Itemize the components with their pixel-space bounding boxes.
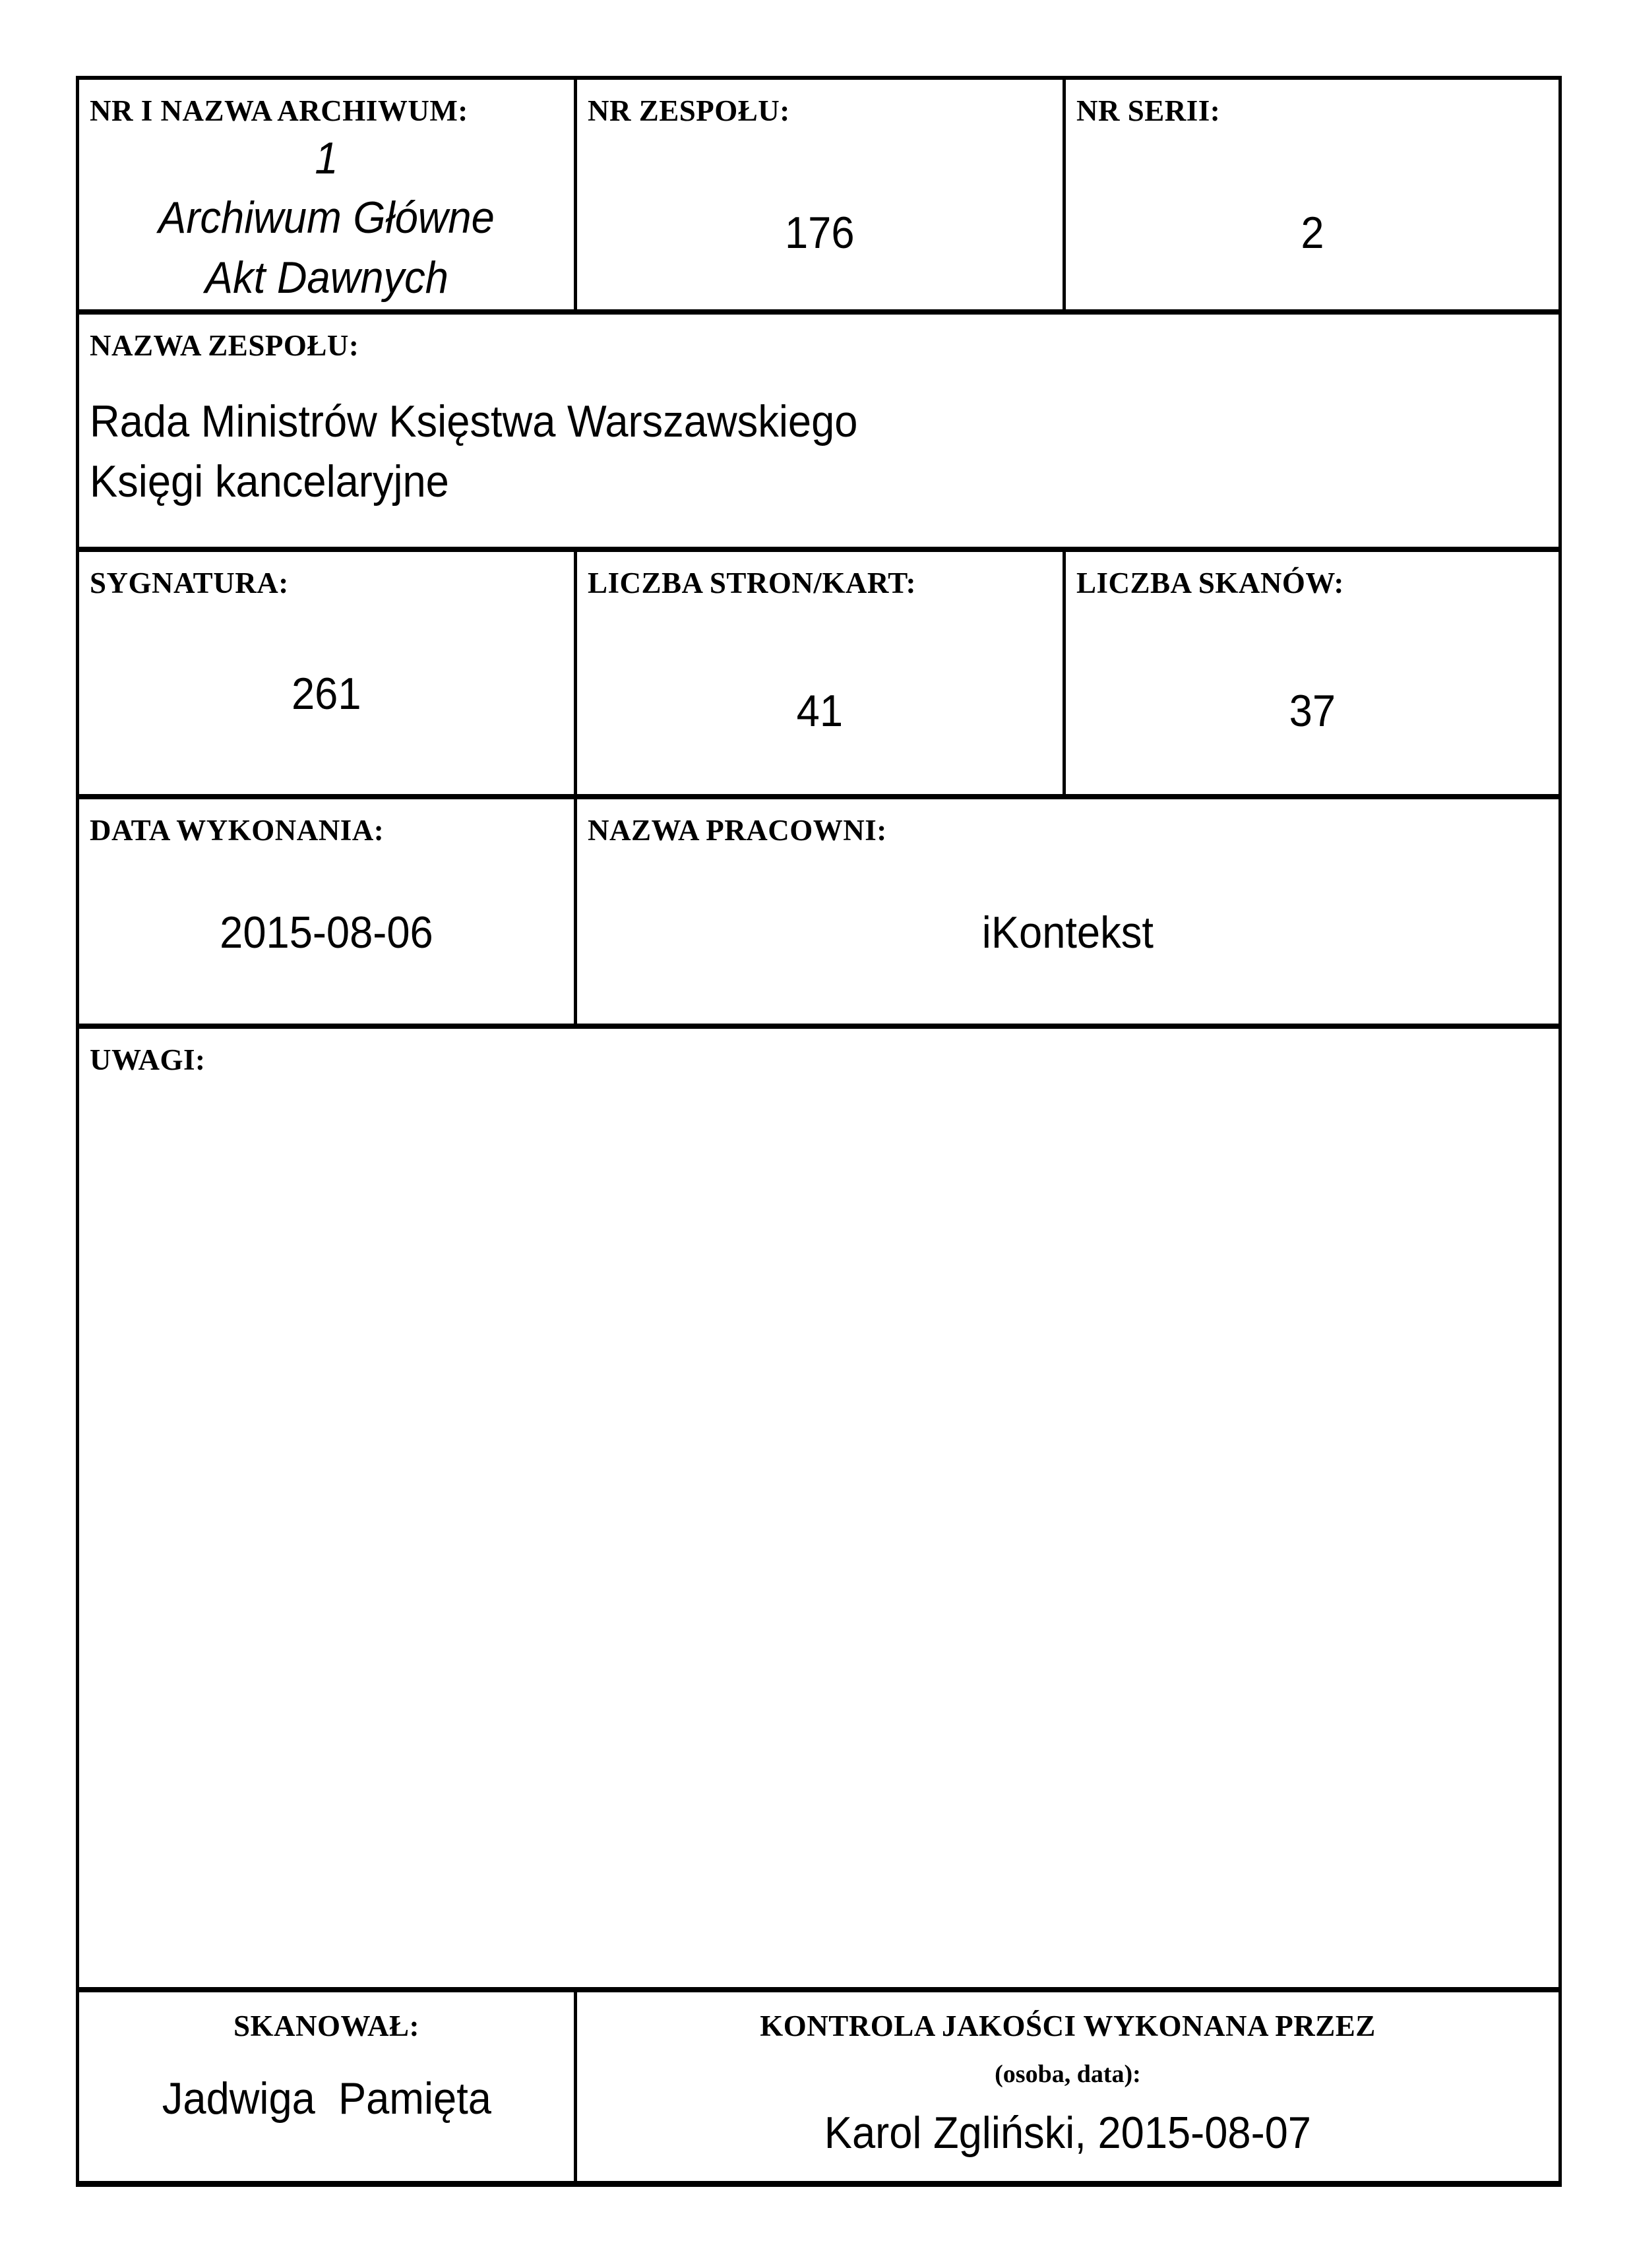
archive-values (90, 129, 563, 307)
row-signatures (79, 1987, 1558, 2181)
cell-liczba-skanow (1063, 552, 1558, 794)
sygnatura-label: SYGNATURA: (90, 567, 289, 599)
zespol-name-line2: Księgi kancelaryjne (90, 456, 449, 506)
skanowal-value: Jadwiga Pamięta (162, 2073, 491, 2124)
cell-zespol-nr (574, 80, 1063, 309)
cell-uwagi (79, 1029, 1558, 1987)
cell-kontrola-jakosci (574, 1992, 1558, 2181)
seria-nr-value: 2 (1300, 207, 1324, 258)
data-wykonania-label: DATA WYKONANIA: (90, 814, 385, 847)
cell-zespol-name (79, 315, 1558, 547)
uwagi-label: UWAGI: (90, 1043, 206, 1076)
row-archive-ids (79, 80, 1558, 309)
zespol-nr-label: NR ZESPOŁU: (588, 94, 790, 127)
cell-skanowal (79, 1992, 574, 2181)
archive-metadata-table (76, 76, 1562, 2187)
liczba-skanow-label: LICZBA SKANÓW: (1076, 567, 1344, 599)
zespol-name-line1: Rada Ministrów Księstwa Warszawskiego (90, 396, 858, 447)
sygnatura-value: 261 (292, 669, 361, 720)
archive-name-line1: Archiwum Główne (158, 193, 495, 243)
row-zespol-name (79, 309, 1558, 547)
kontrola-label-line1: KONTROLA JAKOŚCI WYKONANA PRZEZ (760, 2009, 1376, 2042)
liczba-stron-value: 41 (796, 686, 844, 737)
skanowal-label: SKANOWAŁ: (233, 2009, 420, 2042)
archive-name-line2: Akt Dawnych (204, 252, 448, 303)
row-execution (79, 794, 1558, 1024)
cell-seria-nr (1063, 80, 1558, 309)
archive-label: NR I NAZWA ARCHIWUM: (90, 94, 468, 127)
pracownia-value: iKontekst (981, 907, 1154, 958)
cell-archive (79, 80, 574, 309)
cell-liczba-stron (574, 552, 1063, 794)
zespol-name-label: NAZWA ZESPOŁU: (90, 329, 359, 362)
kontrola-label-line2: (osoba, data): (995, 2060, 1141, 2088)
cell-pracownia (574, 799, 1558, 1024)
data-wykonania-value: 2015-08-06 (220, 907, 433, 958)
zespol-nr-value: 176 (785, 207, 855, 258)
liczba-stron-label: LICZBA STRON/KART: (588, 567, 916, 599)
pracownia-label: NAZWA PRACOWNI: (588, 814, 887, 847)
cell-data-wykonania (79, 799, 574, 1024)
kontrola-value: Karol Zgliński, 2015-08-07 (824, 2107, 1312, 2158)
row-counts (79, 547, 1558, 794)
seria-nr-label: NR SERII: (1076, 94, 1221, 127)
row-uwagi (79, 1024, 1558, 1987)
liczba-skanow-value: 37 (1289, 686, 1336, 737)
archive-number: 1 (315, 133, 338, 183)
cell-sygnatura (79, 552, 574, 794)
